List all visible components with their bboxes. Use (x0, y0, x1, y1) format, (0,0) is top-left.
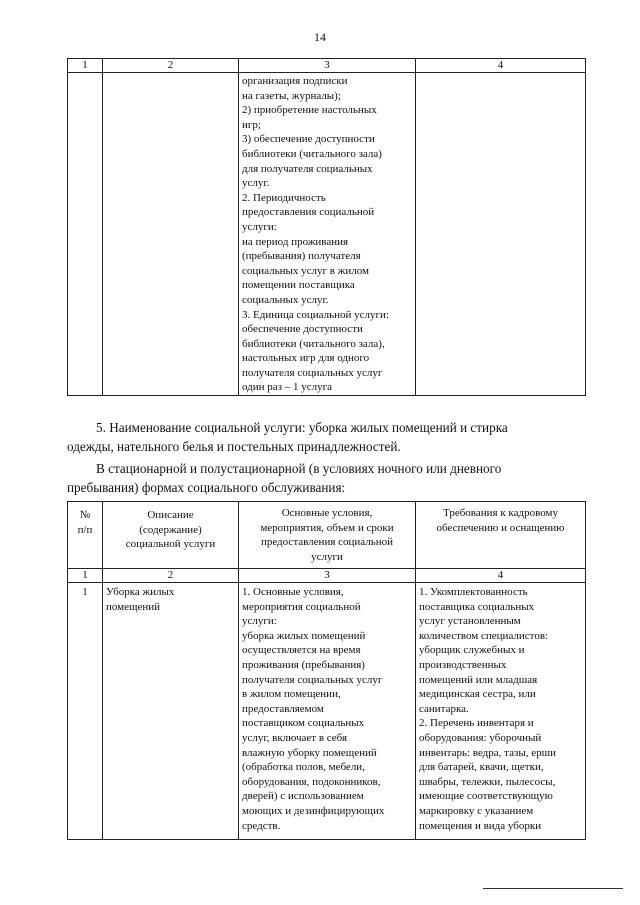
text-line: осуществляется на время (242, 644, 361, 657)
text-line: уборка жилых помещений (242, 629, 366, 642)
text-line: обеспечение доступности (242, 323, 363, 336)
requirements-cell (416, 73, 586, 396)
text-line: один раз – 1 услуга (242, 381, 333, 394)
text-line: помещений или младшая (419, 673, 538, 686)
column-number-row (68, 59, 586, 73)
text-line: получателя социальных услуг (242, 366, 383, 379)
header-line: п/п (77, 523, 93, 536)
text-line: для получателя социальных (242, 162, 373, 175)
text-line: санитарка. (419, 702, 469, 715)
text-line: 3) обеспечение доступности (242, 133, 375, 146)
text-line: организация подписки (242, 75, 348, 87)
text-line: услуги: (242, 220, 277, 233)
column-number: 1 (68, 59, 103, 73)
text-line: услуг. (242, 177, 270, 190)
text-line: 2) приобретение настольных (242, 104, 377, 117)
text-line: 3. Единица социальной услуги: (242, 308, 389, 321)
continuation-table (67, 58, 586, 396)
header-line: услуги (311, 550, 343, 563)
service-requirements (416, 583, 586, 840)
section-title-line: одежды, нательного белья и постельных принадлежностей. (67, 439, 401, 454)
header-line: мероприятия, объем и сроки (260, 521, 394, 534)
header-description (103, 502, 239, 569)
text-line: швабры, тележки, пылесосы, (419, 775, 556, 788)
text-line: оборудования, подоконников, (242, 775, 381, 788)
service-description (103, 583, 239, 840)
header-line: Описание (147, 509, 194, 521)
text-line: моющих и дезинфицирующих (242, 804, 385, 817)
text-line: влажную уборку помещений (242, 746, 377, 759)
column-number: 2 (103, 59, 239, 73)
number-cell (68, 73, 103, 396)
text-line: библиотеки (читального зала), (242, 337, 385, 350)
column-number: 4 (416, 59, 586, 73)
text-line: инвентарь: ведра, тазы, ерши (419, 746, 556, 759)
text-line: услуги: (242, 615, 277, 628)
services-table (67, 501, 586, 840)
header-line: (содержание) (139, 523, 202, 536)
text-line: 1. Укомплектованность (419, 586, 528, 598)
section-intro-line: пребывания) формах социального обслуживания: (67, 480, 346, 495)
text-line: социальных услуг в жилом (242, 264, 369, 277)
text-line: поставщика социальных (419, 600, 535, 613)
text-line: на газеты, журналы); (242, 89, 341, 102)
text-line: поставщиком социальных (242, 717, 365, 730)
header-line: № (79, 509, 91, 521)
service-conditions (239, 583, 416, 840)
text-line: (обработка полов, мебели, (242, 761, 365, 774)
text-line: услуг, включает в себя (242, 731, 348, 744)
text-line: средств. (242, 819, 281, 832)
header-requirements (416, 502, 586, 569)
header-line: Основные условия, (281, 507, 373, 519)
row-number: 1 (68, 583, 103, 840)
description-cell (103, 73, 239, 396)
text-line: 2. Периодичность (242, 191, 326, 204)
text-line: уборщик служебных и (419, 644, 525, 657)
header-conditions (239, 502, 416, 569)
text-line: количеством специалистов: (419, 629, 549, 642)
text-line: оборудования: уборочный (419, 731, 542, 744)
text-line: получателя социальных услуг (242, 673, 383, 686)
text-line: предоставления социальной (242, 206, 375, 219)
header-line: предоставления социальной (260, 536, 394, 549)
text-line: дверей) с использованием (242, 790, 364, 803)
text-line: предоставляемом (242, 702, 324, 715)
header-row (68, 502, 586, 569)
column-number-row (68, 569, 586, 583)
page-number: 14 (314, 30, 326, 44)
text-line: Уборка жилых (106, 586, 175, 598)
header-line: обеспечению и оснащению (436, 521, 565, 534)
text-line: для батарей, квачи, щетки, (419, 761, 544, 774)
text-line: 2. Перечень инвентаря и (419, 717, 534, 730)
table-row (68, 583, 586, 840)
text-line: имеющие соответствующую (419, 790, 553, 803)
conditions-cell (239, 73, 416, 396)
header-line: социальной услуги (125, 538, 216, 551)
text-line: помещений (106, 600, 161, 613)
column-number: 1 (68, 569, 103, 583)
text-line: в жилом помещении, (242, 688, 341, 701)
text-line: производственных (419, 658, 507, 671)
footer-rule (483, 888, 623, 889)
text-line: медицинская сестра, или (419, 688, 536, 701)
text-line: мероприятия социальной (242, 600, 361, 613)
text-line: на период проживания (242, 235, 349, 248)
column-number: 4 (416, 569, 586, 583)
column-number: 3 (239, 569, 416, 583)
section-title-line: 5. Наименование социальной услуги: уборка жилых помещений и стирка (96, 420, 508, 435)
section-intro-line: В стационарной и полустационарной (в условиях ночного или дневного (96, 461, 502, 476)
column-number: 3 (239, 59, 416, 73)
header-line: Требования к кадровому (443, 507, 558, 519)
column-number: 2 (103, 569, 239, 583)
text-line: настольных игр для одного (242, 352, 370, 365)
table-row (68, 73, 586, 396)
text-line: услуг установленным (419, 615, 521, 628)
text-line: помещении поставщика (242, 279, 355, 292)
header-number (68, 502, 103, 569)
text-line: библиотеки (читального зала) (242, 147, 382, 160)
text-line: игр; (242, 118, 261, 131)
text-line: 1. Основные условия, (242, 586, 344, 598)
text-line: (пребывания) получателя (242, 250, 361, 263)
text-line: помещения и вида уборки (419, 819, 542, 832)
text-line: социальных услуг. (242, 293, 329, 306)
text-line: маркировку с указанием (419, 804, 534, 817)
text-line: проживания (пребывания) (242, 658, 365, 671)
